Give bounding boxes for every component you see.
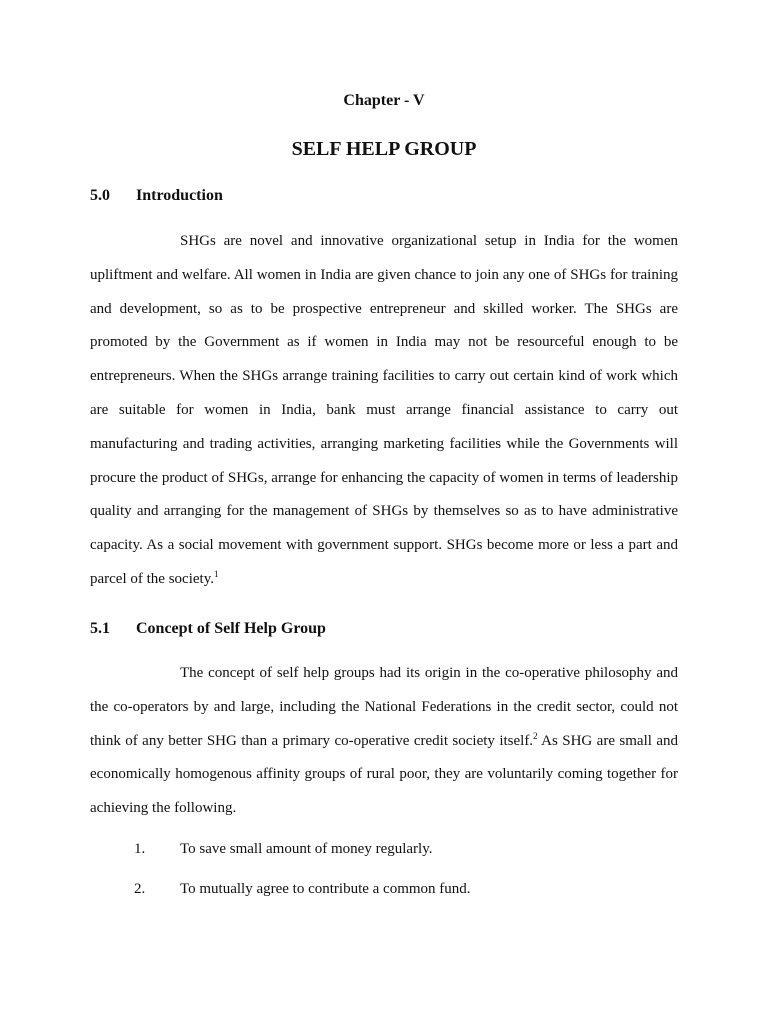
- section-number: 5.0: [90, 187, 110, 204]
- footnote-marker: 2: [533, 730, 538, 741]
- concept-text-part2: As SHG are small and economically homogenous affinity groups of rural poor, they are voluntarily coming together for achieving the following.: [90, 732, 678, 817]
- concept-text-part1: The concept of self help groups had its origin in the co-operative philosophy and the co-operators by and large, including the National Federations in the credit sector, could not think of any better SHG than a primary co-operative credit society itself.: [90, 665, 678, 749]
- introduction-text: SHGs are novel and innovative organizational setup in India for the women upliftment and welfare. All women in India are given chance to join any one of SHGs for training and development, so as to be prospective entrepreneur and skilled worker. The SHGs are promoted by the Government as if women in India may not be resourceful enough to be entrepreneurs. When the SHGs arrange training facilities to carry out certain kind of work which are suitable for women in India, bank must arrange financial assistance to carry out manufacturing and trading activities, arranging marketing facilities while the Governments will procure the product of SHGs, arrange for enhancing the capacity of women in terms of leadership quality and arranging for the management of SHGs by themselves so as to have administrative capacity. As a social movement with government support. SHGs become more or less a part and parcel of the society.: [90, 233, 678, 587]
- section-title: Introduction: [136, 187, 223, 204]
- concept-paragraph: [90, 657, 678, 826]
- section-title: Concept of Self Help Group: [136, 620, 326, 637]
- chapter-label: Chapter - V: [343, 92, 425, 109]
- list-item: [134, 841, 433, 858]
- introduction-paragraph: [90, 225, 678, 597]
- chapter-title: SELF HELP GROUP: [291, 138, 477, 160]
- list-item: [134, 881, 471, 898]
- list-item-text: To save small amount of money regularly.: [180, 841, 433, 857]
- list-item-number: 1.: [134, 841, 146, 857]
- section-number: 5.1: [90, 620, 110, 637]
- footnote-marker: 1: [213, 568, 219, 579]
- list-item-text: To mutually agree to contribute a common fund.: [180, 881, 471, 897]
- section-heading-concept: [90, 620, 326, 638]
- section-heading-introduction: [90, 187, 223, 205]
- list-item-number: 2.: [134, 881, 146, 897]
